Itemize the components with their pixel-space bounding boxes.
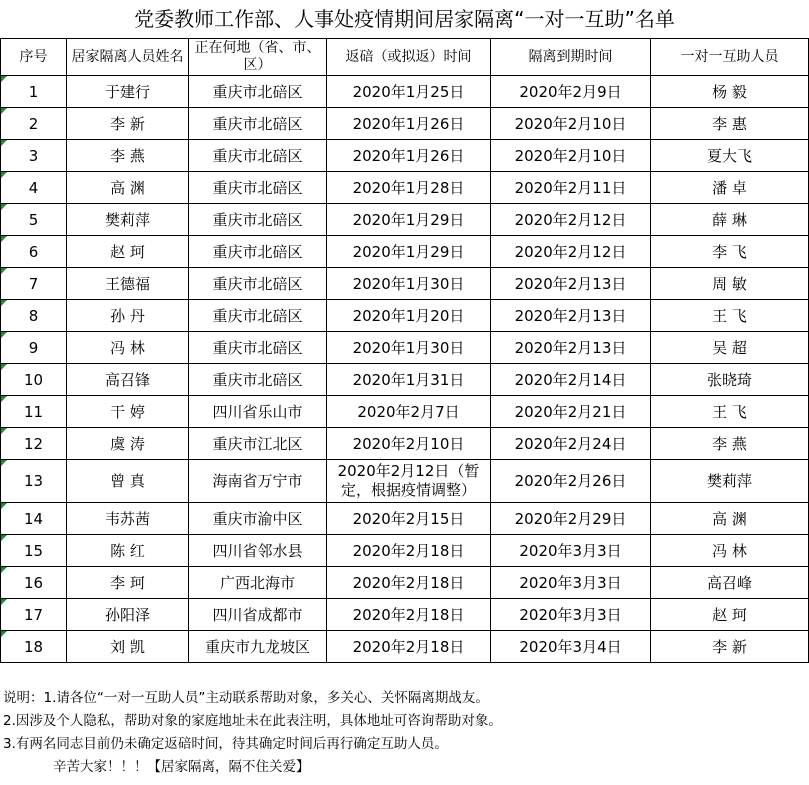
cell-index: 5 xyxy=(1,204,67,236)
cell-return-date: 2020年1月26日 xyxy=(327,140,491,172)
cell-helper: 张晓琦 xyxy=(651,364,809,396)
isolation-table xyxy=(0,38,809,663)
cell-location: 重庆市北碚区 xyxy=(189,236,327,268)
cell-helper: 王 飞 xyxy=(651,300,809,332)
cell-index: 8 xyxy=(1,300,67,332)
cell-quarantine-end: 2020年2月14日 xyxy=(491,364,651,396)
table-header-row xyxy=(1,39,809,76)
table-row xyxy=(1,535,809,567)
cell-location: 重庆市北碚区 xyxy=(189,140,327,172)
cell-name: 孙 丹 xyxy=(67,300,189,332)
cell-location: 重庆市北碚区 xyxy=(189,268,327,300)
table-row xyxy=(1,567,809,599)
cell-name: 李 燕 xyxy=(67,140,189,172)
notes xyxy=(3,687,803,779)
cell-name: 虞 涛 xyxy=(67,428,189,460)
cell-return-date: 2020年1月26日 xyxy=(327,108,491,140)
cell-quarantine-end: 2020年2月13日 xyxy=(491,300,651,332)
cell-quarantine-end: 2020年2月12日 xyxy=(491,204,651,236)
cell-index: 1 xyxy=(1,76,67,108)
cell-return-date: 2020年2月10日 xyxy=(327,428,491,460)
cell-return-date: 2020年1月28日 xyxy=(327,172,491,204)
cell-quarantine-end: 2020年2月13日 xyxy=(491,332,651,364)
table-row xyxy=(1,460,809,503)
table-row xyxy=(1,76,809,108)
cell-name: 冯 林 xyxy=(67,332,189,364)
note-line: 说明：1.请各位“一对一互助人员”主动联系帮助对象，多关心、关怀隔离期战友。 xyxy=(3,690,489,706)
cell-name: 高 渊 xyxy=(67,172,189,204)
cell-helper: 李 燕 xyxy=(651,428,809,460)
cell-location: 重庆市北碚区 xyxy=(189,108,327,140)
cell-index: 3 xyxy=(1,140,67,172)
cell-index: 12 xyxy=(1,428,67,460)
cell-location: 重庆市北碚区 xyxy=(189,172,327,204)
cell-quarantine-end: 2020年3月3日 xyxy=(491,535,651,567)
cell-return-date: 2020年2月18日 xyxy=(327,535,491,567)
cell-name: 赵 珂 xyxy=(67,236,189,268)
cell-location: 重庆市渝中区 xyxy=(189,503,327,535)
cell-name: 高召锋 xyxy=(67,364,189,396)
cell-helper: 夏大飞 xyxy=(651,140,809,172)
closing-line: 辛苦大家！！！【居家隔离，隔不住关爱】 xyxy=(53,759,310,775)
table-row xyxy=(1,300,809,332)
cell-quarantine-end: 2020年2月24日 xyxy=(491,428,651,460)
cell-location: 重庆市北碚区 xyxy=(189,300,327,332)
header-index: 序号 xyxy=(1,39,67,76)
table-row xyxy=(1,396,809,428)
cell-name: 陈 红 xyxy=(67,535,189,567)
table-row xyxy=(1,236,809,268)
note-line: 3.有两名同志目前仍未确定返碚时间，待其确定时间后再行确定互助人员。 xyxy=(3,736,448,752)
cell-return-date: 2020年2月18日 xyxy=(327,631,491,663)
cell-index: 6 xyxy=(1,236,67,268)
header-name: 居家隔离人员姓名 xyxy=(67,39,189,76)
cell-return-date: 2020年1月30日 xyxy=(327,268,491,300)
cell-name: 干 婷 xyxy=(67,396,189,428)
cell-return-date: 2020年2月18日 xyxy=(327,599,491,631)
cell-helper: 薛 琳 xyxy=(651,204,809,236)
table-row xyxy=(1,108,809,140)
cell-helper: 李 新 xyxy=(651,631,809,663)
cell-return-date: 2020年2月7日 xyxy=(327,396,491,428)
cell-name: 李 新 xyxy=(67,108,189,140)
cell-helper: 潘 卓 xyxy=(651,172,809,204)
cell-location: 广西北海市 xyxy=(189,567,327,599)
table-row xyxy=(1,268,809,300)
cell-index: 15 xyxy=(1,535,67,567)
cell-location: 重庆市北碚区 xyxy=(189,364,327,396)
cell-location: 四川省邻水县 xyxy=(189,535,327,567)
cell-index: 4 xyxy=(1,172,67,204)
cell-location: 重庆市江北区 xyxy=(189,428,327,460)
cell-return-date: 2020年2月12日（暂定，根据疫情调整） xyxy=(327,460,491,503)
cell-name: 樊莉萍 xyxy=(67,204,189,236)
cell-index: 14 xyxy=(1,503,67,535)
cell-helper: 吴 超 xyxy=(651,332,809,364)
table-row xyxy=(1,599,809,631)
page-title: 党委教师工作部、人事处疫情期间居家隔离“一对一互助”名单 xyxy=(134,7,675,31)
cell-return-date: 2020年1月29日 xyxy=(327,204,491,236)
cell-index: 17 xyxy=(1,599,67,631)
cell-location: 重庆市北碚区 xyxy=(189,332,327,364)
table-row xyxy=(1,428,809,460)
cell-quarantine-end: 2020年3月3日 xyxy=(491,599,651,631)
cell-name: 曾 真 xyxy=(67,460,189,503)
cell-quarantine-end: 2020年2月29日 xyxy=(491,503,651,535)
cell-return-date: 2020年2月15日 xyxy=(327,503,491,535)
cell-helper: 冯 林 xyxy=(651,535,809,567)
cell-index: 11 xyxy=(1,396,67,428)
cell-index: 2 xyxy=(1,108,67,140)
cell-helper: 樊莉萍 xyxy=(651,460,809,503)
cell-location: 重庆市北碚区 xyxy=(189,204,327,236)
header-location: 正在何地（省、市、区） xyxy=(189,39,327,76)
cell-quarantine-end: 2020年2月13日 xyxy=(491,268,651,300)
cell-index: 10 xyxy=(1,364,67,396)
cell-name: 王德福 xyxy=(67,268,189,300)
note-line: 2.因涉及个人隐私，帮助对象的家庭地址未在此表注明，具体地址可咨询帮助对象。 xyxy=(3,713,502,729)
cell-helper: 赵 珂 xyxy=(651,599,809,631)
cell-index: 16 xyxy=(1,567,67,599)
cell-index: 7 xyxy=(1,268,67,300)
cell-location: 重庆市北碚区 xyxy=(189,76,327,108)
table-row xyxy=(1,204,809,236)
table-row xyxy=(1,140,809,172)
cell-index: 9 xyxy=(1,332,67,364)
cell-helper: 王 飞 xyxy=(651,396,809,428)
cell-location: 四川省成都市 xyxy=(189,599,327,631)
cell-quarantine-end: 2020年2月21日 xyxy=(491,396,651,428)
cell-quarantine-end: 2020年2月10日 xyxy=(491,108,651,140)
cell-helper: 高召峰 xyxy=(651,567,809,599)
cell-helper: 杨 毅 xyxy=(651,76,809,108)
cell-quarantine-end: 2020年3月4日 xyxy=(491,631,651,663)
cell-return-date: 2020年1月25日 xyxy=(327,76,491,108)
table-row xyxy=(1,332,809,364)
header-return-date: 返碚（或拟返）时间 xyxy=(327,39,491,76)
header-helper: 一对一互助人员 xyxy=(651,39,809,76)
cell-quarantine-end: 2020年3月3日 xyxy=(491,567,651,599)
cell-index: 18 xyxy=(1,631,67,663)
cell-name: 刘 凯 xyxy=(67,631,189,663)
cell-return-date: 2020年1月20日 xyxy=(327,300,491,332)
cell-helper: 周 敏 xyxy=(651,268,809,300)
cell-location: 海南省万宁市 xyxy=(189,460,327,503)
cell-name: 孙阳泽 xyxy=(67,599,189,631)
table-row xyxy=(1,172,809,204)
cell-helper: 李 惠 xyxy=(651,108,809,140)
cell-quarantine-end: 2020年2月9日 xyxy=(491,76,651,108)
cell-return-date: 2020年2月18日 xyxy=(327,567,491,599)
cell-quarantine-end: 2020年2月12日 xyxy=(491,236,651,268)
cell-return-date: 2020年1月29日 xyxy=(327,236,491,268)
cell-quarantine-end: 2020年2月10日 xyxy=(491,140,651,172)
table-row xyxy=(1,503,809,535)
cell-return-date: 2020年1月30日 xyxy=(327,332,491,364)
cell-quarantine-end: 2020年2月26日 xyxy=(491,460,651,503)
cell-name: 韦苏茜 xyxy=(67,503,189,535)
cell-quarantine-end: 2020年2月11日 xyxy=(491,172,651,204)
cell-location: 重庆市九龙坡区 xyxy=(189,631,327,663)
cell-name: 于建行 xyxy=(67,76,189,108)
cell-helper: 李 飞 xyxy=(651,236,809,268)
cell-location: 四川省乐山市 xyxy=(189,396,327,428)
cell-helper: 高 渊 xyxy=(651,503,809,535)
header-quarantine-end: 隔离到期时间 xyxy=(491,39,651,76)
cell-name: 李 珂 xyxy=(67,567,189,599)
table-row xyxy=(1,364,809,396)
cell-return-date: 2020年1月31日 xyxy=(327,364,491,396)
table-row xyxy=(1,631,809,663)
cell-index: 13 xyxy=(1,460,67,503)
